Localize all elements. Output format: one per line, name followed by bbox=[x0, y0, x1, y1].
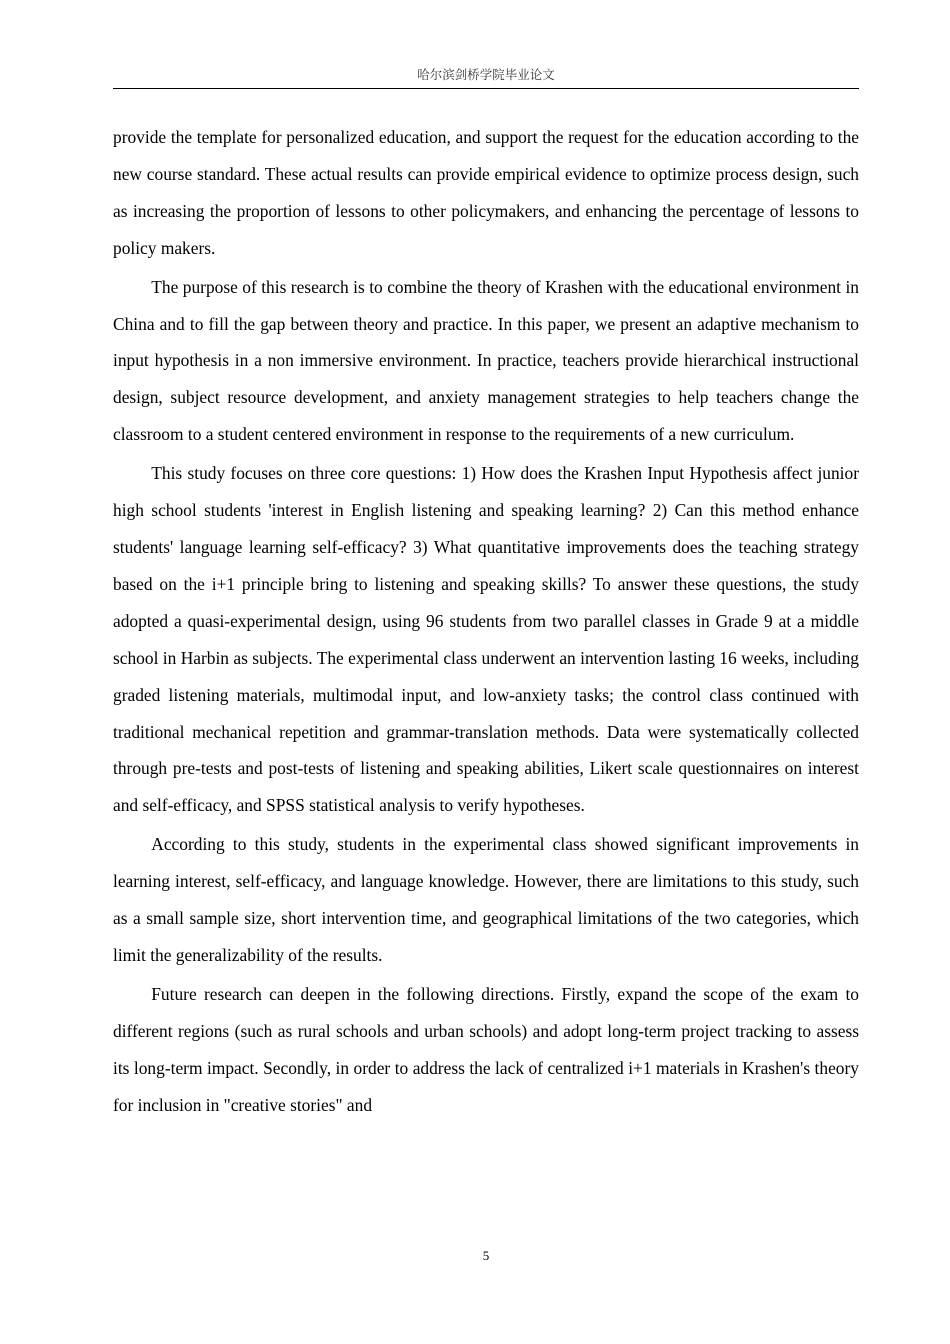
header-rule bbox=[113, 88, 859, 89]
page-number: 5 bbox=[482, 1248, 490, 1263]
paragraph-continued: provide the template for personalized education, and support the request for the education according to the new course standard. These actual results can provide empirical evidence to optimize process design, such as increasing the proportion of lessons to other policymakers, and enhancing the percentage of lessons to policy makers. bbox=[113, 127, 859, 258]
paragraph-future-research: Future research can deepen in the following directions. Firstly, expand the scope of the exam to different regions (such as rural schools and urban schools) and adopt long-term project tracking to assess its long-term impact. Secondly, in order to address the lack of centralized i+1 materials in Krashen's theory for inclusion in "creative stories" and bbox=[113, 983, 859, 1115]
paragraph-results-limitations: According to this study, students in the experimental class showed significant improvements in learning interest, self-efficacy, and language knowledge. However, there are limitations to this study, such as a small sample size, short intervention time, and geographical limitations of the two categories, which limit the generalizability of the results. bbox=[113, 834, 859, 965]
paragraph-core-questions: This study focuses on three core questions: 1) How does the Krashen Input Hypothesis affect junior high school students 'interest in English listening and speaking learning? 2) Can this method enhance students' language learning self-efficacy? 3) What quantitative improvements does the teaching strategy based on the i+1 principle bring to listening and speaking skills? To answer these questions, the study adopted a quasi-experimental design, using 96 students from two parallel classes in Grade 9 at a middle school in Harbin as subjects. The experimental class underwent an intervention lasting 16 weeks, including graded listening materials, multimodal input, and low-anxiety tasks; the control class continued with traditional mechanical repetition and grammar-translation methods. Data were systematically collected through pre-tests and post-tests of listening and speaking abilities, Likert scale questionnaires on interest and self-efficacy, and SPSS statistical analysis to verify hypotheses. bbox=[113, 463, 859, 816]
body-text bbox=[113, 119, 859, 1125]
running-header: 哈尔滨剑桥学院毕业论文 bbox=[417, 67, 555, 82]
paragraph-research-purpose: The purpose of this research is to combine the theory of Krashen with the educational environment in China and to fill the gap between theory and practice. In this paper, we present an adaptive mechanism to input hypothesis in a non immersive environment. In practice, teachers provide hierarchical instructional design, subject resource development, and anxiety management strategies to help teachers change the classroom to a student centered environment in response to the requirements of a new curriculum. bbox=[113, 276, 859, 445]
